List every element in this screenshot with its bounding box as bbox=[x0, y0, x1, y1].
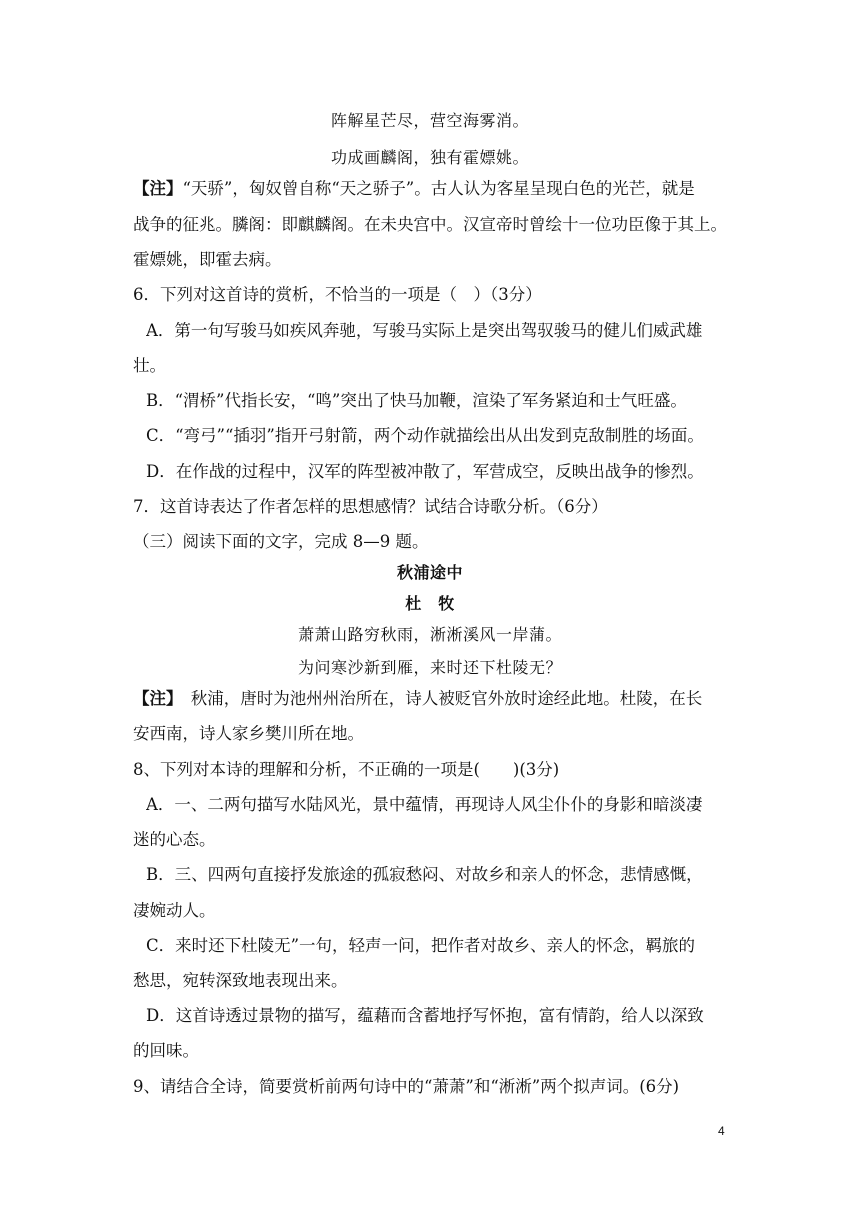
question-8-option-a-cont: 迷的心态。 bbox=[133, 830, 216, 849]
question-8-option-c: C．来时还下杜陵无”一句，轻声一问，把作者对故乡、亲人的怀念，羁旅的 bbox=[146, 936, 696, 955]
note-text: 安西南，诗人家乡樊川所在地。 bbox=[133, 724, 364, 743]
note-text: 霍嫖姚，即霍去病。 bbox=[133, 250, 282, 269]
poem-line: 功成画麟阁，独有霍嫖姚。 bbox=[330, 148, 529, 167]
question-6-option-a: A．第一句写骏马如疾风奔驰，写骏马实际上是突出驾驭骏马的健儿们威武雄 bbox=[146, 321, 703, 340]
question-8-option-d: D．这首诗透过景物的描写，蕴藉而含蓄地抒写怀抱，富有情韵，给人以深致 bbox=[146, 1006, 704, 1025]
note-paragraph bbox=[133, 178, 733, 200]
note-label: 【注】 bbox=[133, 179, 183, 198]
question-8-stem: 8、下列对本诗的理解和分析，不正确的一项是( )(3分) bbox=[133, 760, 560, 779]
question-8-option-a: A．一、二两句描写水陆风光，景中蕴情，再现诗人风尘仆仆的身影和暗淡凄 bbox=[146, 795, 703, 814]
poem-line: 阵解星芒尽，营空海雾消。 bbox=[330, 111, 529, 130]
question-6-option-b: B．“渭桥”代指长安，“鸣”突出了快马加鞭，渲染了军务紧迫和士气旺盛。 bbox=[146, 391, 687, 410]
question-8-option-d-cont: 的回味。 bbox=[133, 1041, 199, 1060]
question-6-option-c: C．“弯弓”“插羽”指开弓射箭，两个动作就描绘出从出发到克敌制胜的场面。 bbox=[146, 426, 704, 445]
note-text: 战争的征兆。膦阁：即麒麟阁。在未央宫中。汉宣帝时曾绘十一位功臣像于其上。 bbox=[133, 215, 727, 234]
note-paragraph bbox=[133, 688, 733, 710]
question-6-option-a-cont: 壮。 bbox=[133, 356, 166, 375]
question-7-stem: 7．这首诗表达了作者怎样的思想感情？试结合诗歌分析。（6分） bbox=[133, 497, 608, 516]
question-6-option-d: D．在作战的过程中，汉军的阵型被冲散了，军营成空，反映出战争的惨烈。 bbox=[146, 462, 704, 481]
note-label: 【注】 bbox=[133, 689, 175, 708]
poem-line: 萧萧山路穷秋雨，淅淅溪风一岸蒲。 bbox=[297, 625, 562, 644]
note-text: 秋浦，唐时为池州州治所在，诗人被贬官外放时途经此地。杜陵，在长 bbox=[174, 689, 703, 708]
poem-line: 为问寒沙新到雁，来时还下杜陵无？ bbox=[297, 658, 562, 677]
poem-title: 秋浦途中 bbox=[396, 563, 463, 582]
poem-author: 杜 牧 bbox=[405, 594, 455, 613]
question-8-option-c-cont: 愁思，宛转深致地表现出来。 bbox=[133, 971, 348, 990]
page-number: 4 bbox=[718, 1124, 725, 1138]
question-8-option-b: B．三、四两句直接抒发旅途的孤寂愁闷、对故乡和亲人的怀念，悲情感慨， bbox=[146, 865, 703, 884]
note-text: “天骄”，匈奴曾自称“天之骄子”。古人认为客星呈现白色的光芒，就是 bbox=[182, 179, 695, 198]
section-3-intro: （三）阅读下面的文字，完成 8—9 题。 bbox=[133, 532, 429, 551]
question-6-stem: 6．下列对这首诗的赏析，不恰当的一项是（ ）（3分） bbox=[133, 285, 542, 304]
question-9-stem: 9、请结合全诗，简要赏析前两句诗中的“萧萧”和“淅淅”两个拟声词。(6分) bbox=[133, 1077, 680, 1096]
question-8-option-b-cont: 凄婉动人。 bbox=[133, 901, 216, 920]
